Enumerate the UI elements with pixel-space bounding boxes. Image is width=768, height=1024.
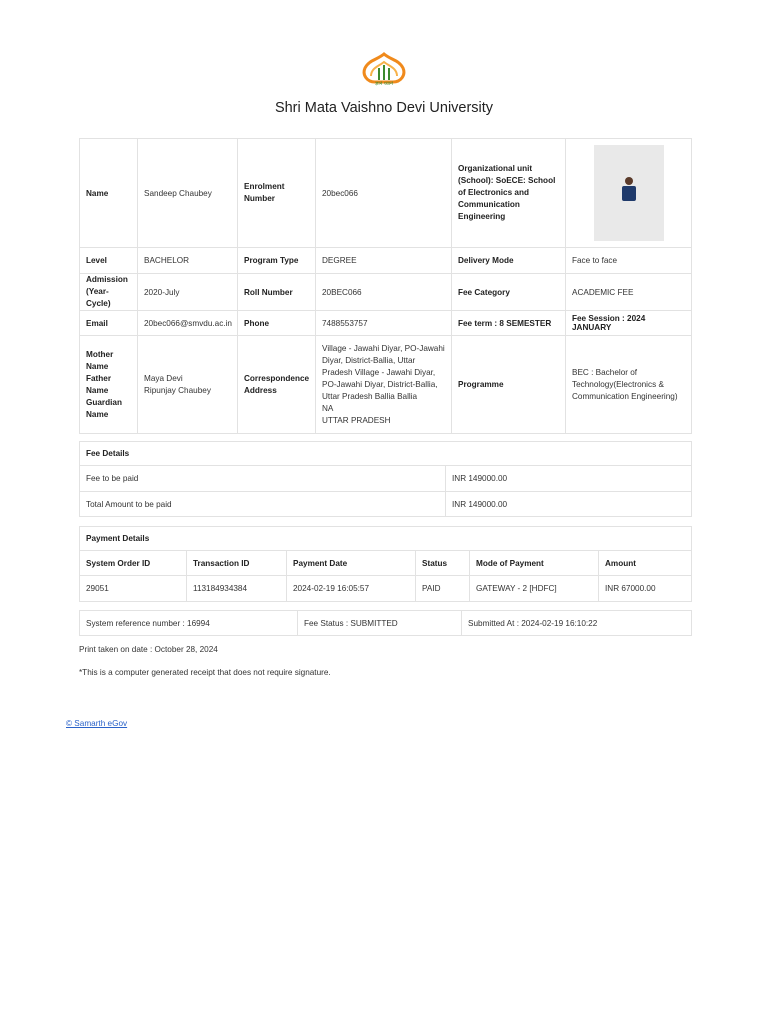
email-value: 20bec066@smvdu.ac.in [138, 311, 238, 336]
system-order-id: 29051 [80, 576, 187, 602]
address-value: Village - Jawahi Diyar, PO-Jawahi Diyar, District-Ballia, Uttar Pradesh Village - Jawahi Diyar, PO-Jawahi Diyar, District-Ballia, Uttar Pradesh Ballia Ballia NA UTTAR PRADESH [316, 336, 452, 434]
summary-table [79, 610, 692, 636]
programme-value: BEC : Bachelor of Technology(Electronics & Communication Engineering) [566, 336, 692, 434]
level-value: BACHELOR [138, 248, 238, 274]
fee-row-value: INR 149000.00 [446, 466, 692, 492]
table-row [80, 336, 692, 434]
payment-date: 2024-02-19 16:05:57 [287, 576, 416, 602]
payment-mode: GATEWAY - 2 [HDFC] [470, 576, 599, 602]
university-title: Shri Mata Vaishno Devi University [274, 100, 494, 116]
table-row [80, 576, 692, 602]
admission-value: 2020-July [138, 274, 238, 311]
column-header: System Order ID [80, 551, 187, 576]
payment-details-heading: Payment Details [80, 527, 692, 551]
parents-label: Mother Name Father Name Guardian Name [80, 336, 138, 434]
fee-details-table [79, 441, 692, 517]
table-row [80, 442, 692, 466]
disclaimer: *This is a computer generated receipt that does not require signature. [79, 668, 331, 677]
programme-label: Programme [452, 336, 566, 434]
column-header: Payment Date [287, 551, 416, 576]
university-logo [359, 50, 409, 92]
samarth-egov-link[interactable]: © Samarth eGov [66, 719, 128, 728]
enrolment-label: Enrolment Number [238, 139, 316, 248]
table-row [80, 527, 692, 551]
photo-cell [566, 139, 692, 248]
table-row [80, 492, 692, 517]
fee-category-value: ACADEMIC FEE [566, 274, 692, 311]
enrolment-value: 20bec066 [316, 139, 452, 248]
system-reference: System reference number : 16994 [80, 611, 298, 636]
name-label: Name [80, 139, 138, 248]
roll-number-label: Roll Number [238, 274, 316, 311]
table-row [80, 611, 692, 636]
email-label: Email [80, 311, 138, 336]
fee-term: Fee term : 8 SEMESTER [452, 311, 566, 336]
program-type-value: DEGREE [316, 248, 452, 274]
person-photo-icon [621, 175, 637, 201]
phone-label: Phone [238, 311, 316, 336]
payment-status: PAID [416, 576, 470, 602]
fee-category-label: Fee Category [452, 274, 566, 311]
table-row [80, 274, 692, 311]
org-unit: Organizational unit (School): SoECE: School of Electronics and Communication Engineering [452, 139, 566, 248]
table-row [80, 139, 692, 248]
submitted-at: Submitted At : 2024-02-19 16:10:22 [462, 611, 692, 636]
print-date: Print taken on date : October 28, 2024 [79, 645, 218, 654]
parents-value: Maya Devi Ripunjay Chaubey [138, 336, 238, 434]
delivery-mode-label: Delivery Mode [452, 248, 566, 274]
logo-tagline: ज्ञानं ध्यानं [375, 81, 393, 87]
payment-details-table [79, 526, 692, 602]
delivery-mode-value: Face to face [566, 248, 692, 274]
column-header: Status [416, 551, 470, 576]
fee-row-value: INR 149000.00 [446, 492, 692, 517]
name-value: Sandeep Chaubey [138, 139, 238, 248]
fee-status: Fee Status : SUBMITTED [298, 611, 462, 636]
fee-details-heading: Fee Details [80, 442, 692, 466]
table-header-row [80, 551, 692, 576]
column-header: Transaction ID [187, 551, 287, 576]
payment-amount: INR 67000.00 [599, 576, 692, 602]
phone-value: 7488553757 [316, 311, 452, 336]
student-info-table [79, 138, 692, 434]
fee-session: Fee Session : 2024 JANUARY [566, 311, 692, 336]
table-row [80, 311, 692, 336]
fee-row-label: Total Amount to be paid [80, 492, 446, 517]
admission-label: Admission (Year-Cycle) [80, 274, 138, 311]
table-row [80, 466, 692, 492]
program-type-label: Program Type [238, 248, 316, 274]
fee-row-label: Fee to be paid [80, 466, 446, 492]
roll-number-value: 20BEC066 [316, 274, 452, 311]
column-header: Amount [599, 551, 692, 576]
column-header: Mode of Payment [470, 551, 599, 576]
student-photo [594, 145, 664, 241]
level-label: Level [80, 248, 138, 274]
table-row [80, 248, 692, 274]
transaction-id: 113184934384 [187, 576, 287, 602]
address-label: Correspondence Address [238, 336, 316, 434]
